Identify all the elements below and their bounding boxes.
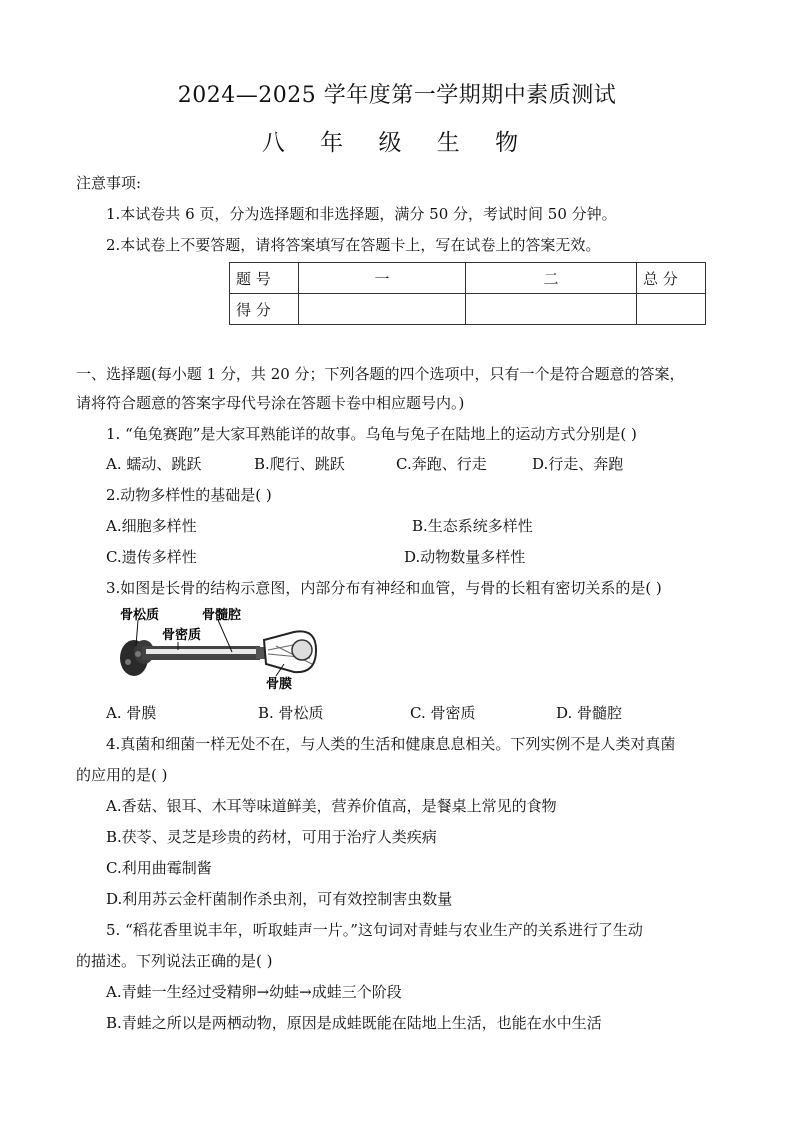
- score-table: [229, 262, 706, 325]
- option: C. 骨密质: [410, 704, 476, 722]
- option: B.茯苓、灵芝是珍贵的药材，可用于治疗人类疾病: [106, 828, 437, 846]
- table-cell: 题 号: [230, 263, 299, 294]
- option: A.香菇、银耳、木耳等味道鲜美，营养价值高，是餐桌上常见的食物: [106, 797, 557, 815]
- question-5-stem: 5. “稻花香里说丰年，听取蛙声一片。”这句词对青蛙与农业生产的关系进行了生动: [106, 921, 643, 939]
- option: B. 骨松质: [258, 704, 324, 722]
- question-1-stem: 1. “龟兔赛跑”是大家耳熟能详的故事。乌龟与兔子在陆地上的运动方式分别是( ): [106, 425, 637, 443]
- option: A. 骨膜: [106, 704, 157, 722]
- question-5-stem: 的描述。下列说法正确的是( ): [76, 952, 273, 970]
- option: B.生态系统多样性: [412, 517, 533, 535]
- option: C.遗传多样性: [106, 548, 197, 566]
- option: C.利用曲霉制酱: [106, 859, 212, 877]
- option: A. 蠕动、跳跃: [106, 455, 202, 473]
- option: C.奔跑、行走: [396, 455, 487, 473]
- note-item: 1.本试卷共 6 页，分为选择题和非选择题，满分 50 分，考试时间 50 分钟。: [106, 205, 617, 223]
- section1-instruction: 请将符合题意的答案字母代号涂在答题卡卷中相应题号内。): [76, 394, 465, 412]
- question-3-stem: 3.如图是长骨的结构示意图，内部分布有神经和血管，与骨的长粗有密切关系的是( ): [106, 579, 662, 597]
- bone-illustration: [120, 631, 316, 676]
- table-row: [230, 263, 706, 294]
- option: A.细胞多样性: [106, 517, 197, 535]
- option: D.利用苏云金杆菌制作杀虫剂，可有效控制害虫数量: [106, 890, 453, 908]
- label-periosteum: 骨膜: [266, 677, 293, 690]
- notes-heading: 注意事项:: [76, 174, 142, 192]
- table-row: [230, 294, 706, 325]
- long-bone-diagram: [116, 606, 326, 690]
- table-cell: 得 分: [230, 294, 299, 325]
- label-spongy-bone: 骨松质: [120, 608, 160, 623]
- table-cell: [299, 294, 466, 325]
- note-item: 2.本试卷上不要答题，请将答案填写在答题卡上，写在试卷上的答案无效。: [106, 236, 601, 254]
- table-cell: [637, 294, 706, 325]
- option: B.爬行、跳跃: [254, 455, 345, 473]
- option: D.行走、奔跑: [532, 455, 624, 473]
- option: A.青蛙一生经过受精卵→幼蛙→成蛙三个阶段: [106, 983, 402, 1001]
- exam-subtitle: 八 年 级 生 物: [261, 130, 533, 156]
- label-compact-bone: 骨密质: [162, 628, 202, 643]
- option: B.青蛙之所以是两栖动物，原因是成蛙既能在陆地上生活，也能在水中生活: [106, 1014, 602, 1032]
- table-cell: 一: [299, 263, 466, 294]
- question-4-stem: 4.真菌和细菌一样无处不在，与人类的生活和健康息息相关。下列实例不是人类对真菌: [106, 735, 676, 753]
- exam-title: 2024—2025 学年度第一学期期中素质测试: [177, 83, 617, 108]
- option: D. 骨髓腔: [556, 704, 623, 722]
- table-cell: [466, 294, 637, 325]
- table-cell: 总 分: [637, 263, 706, 294]
- option: D.动物数量多样性: [404, 548, 526, 566]
- section1-instruction: 一、选择题(每小题 1 分，共 20 分；下列各题的四个选项中，只有一个是符合题意的答案，: [76, 365, 685, 383]
- question-2-stem: 2.动物多样性的基础是( ): [106, 486, 272, 504]
- label-marrow-cavity: 骨髓腔: [202, 608, 242, 623]
- question-4-stem: 的应用的是( ): [76, 766, 168, 784]
- table-cell: 二: [466, 263, 637, 294]
